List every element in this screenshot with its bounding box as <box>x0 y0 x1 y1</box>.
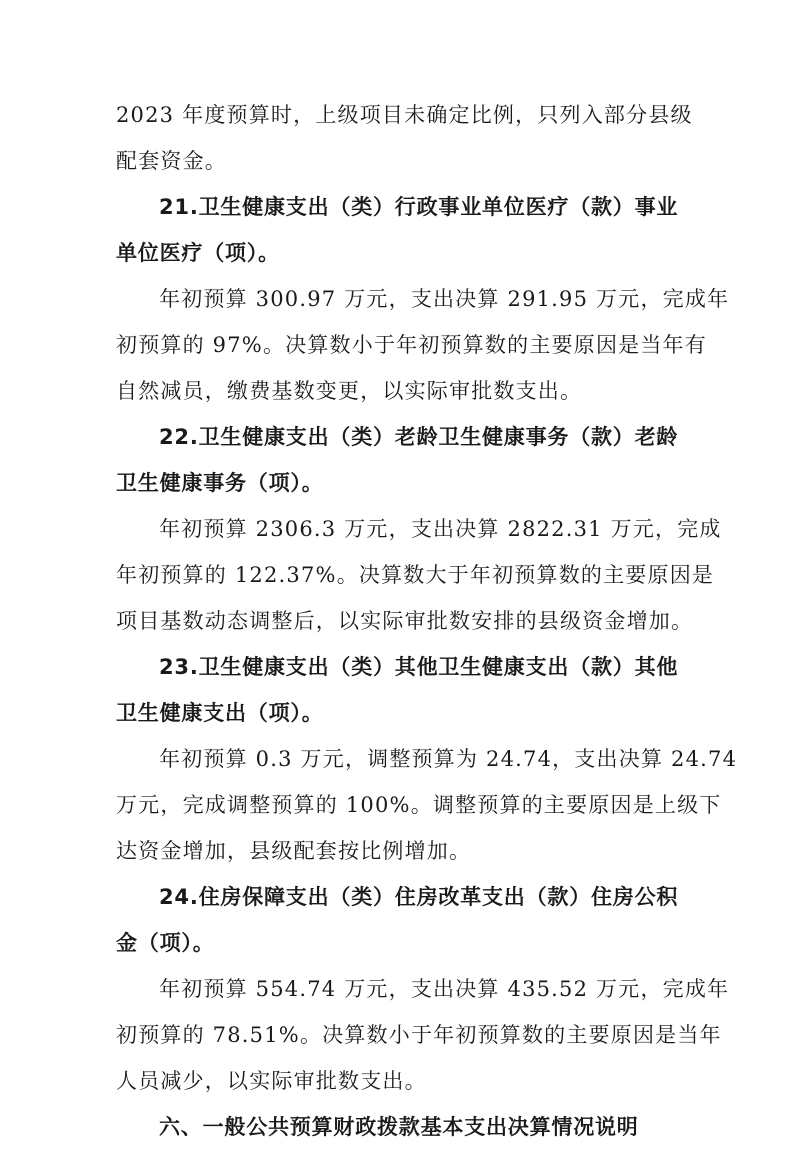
item-23-heading: 23.卫生健康支出（类）其他卫生健康支出（款）其他 <box>159 655 679 679</box>
item-21-body: 年初预算 300.97 万元，支出决算 291.95 万元，完成年 <box>159 287 730 311</box>
body-line: 配套资金。 <box>116 149 227 173</box>
item-24-body: 初预算的 78.51%。决算数小于年初预算数的主要原因是当年 <box>116 1023 722 1047</box>
item-23-body: 达资金增加，县级配套按比例增加。 <box>116 839 472 863</box>
body-line: 2023 年度预算时，上级项目未确定比例，只列入部分县级 <box>116 103 693 127</box>
item-21-body: 初预算的 97%。决算数小于年初预算数的主要原因是当年有 <box>116 333 707 357</box>
document-page <box>116 92 738 1150</box>
item-21-body: 自然减员，缴费基数变更，以实际审批数支出。 <box>116 379 583 403</box>
item-24-body: 年初预算 554.74 万元，支出决算 435.52 万元，完成年 <box>159 977 730 1001</box>
item-22-body: 项目基数动态调整后，以实际审批数安排的县级资金增加。 <box>116 609 694 633</box>
item-21-heading: 21.卫生健康支出（类）行政事业单位医疗（款）事业 <box>159 195 679 219</box>
item-23-body: 年初预算 0.3 万元，调整预算为 24.74，支出决算 24.74 <box>159 747 738 771</box>
item-22-body: 年初预算 2306.3 万元，支出决算 2822.31 万元，完成 <box>159 517 722 541</box>
item-22-heading: 22.卫生健康支出（类）老龄卫生健康事务（款）老龄 <box>159 425 679 449</box>
item-24-heading: 24.住房保障支出（类）住房改革支出（款）住房公积 <box>159 885 679 909</box>
item-22-heading-cont: 卫生健康事务（项）。 <box>116 471 324 495</box>
item-24-body: 人员减少，以实际审批数支出。 <box>116 1069 427 1093</box>
item-22-body: 年初预算的 122.37%。决算数大于年初预算数的主要原因是 <box>116 563 715 587</box>
section-six-heading: 六、一般公共预算财政拨款基本支出决算情况说明 <box>159 1115 639 1139</box>
item-21-heading-cont: 单位医疗（项）。 <box>116 241 280 265</box>
item-23-body: 万元，完成调整预算的 100%。调整预算的主要原因是上级下 <box>116 793 722 817</box>
item-23-heading-cont: 卫生健康支出（项）。 <box>116 701 324 725</box>
item-24-heading-cont: 金（项）。 <box>116 931 215 955</box>
